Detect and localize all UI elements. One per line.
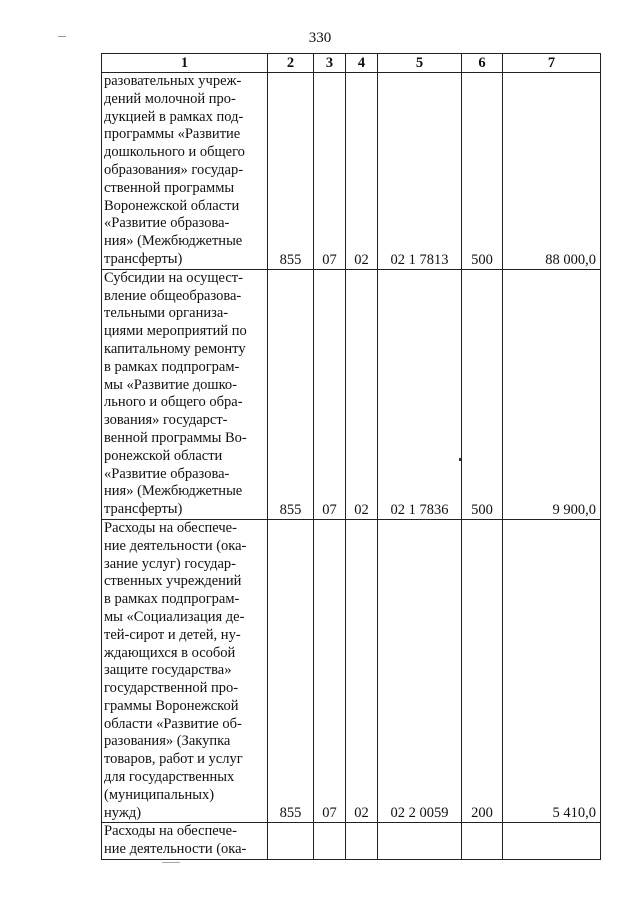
col-header-7: 7 [503,54,601,73]
margin-mark [162,862,180,863]
desc-line: венной программы Во- [104,429,247,446]
col-header-5: 5 [378,54,462,73]
desc-line: Субсидии на осущест- [104,269,243,286]
cell-target: 02 2 0059 [378,519,462,823]
col-header-1: 1 [102,54,268,73]
row-description [102,823,268,860]
cell-amount: 5 410,0 [503,519,601,823]
desc-line: ждающихся в особой [104,644,236,661]
cell-expense-type [462,823,503,860]
cell-amount: 88 000,0 [503,73,601,270]
desc-line: ние деятельности (ока- [104,537,247,554]
desc-line: «Развитие образова- [104,215,230,232]
desc-line: нужд) [104,804,142,821]
cell-target: 02 1 7836 [378,269,462,519]
desc-line: дошкольного и общего [104,144,245,161]
desc-line: льного и общего обра- [104,394,243,411]
cell-ministry: 855 [268,519,314,823]
desc-line: зования» государст- [104,412,228,429]
cell-section: 07 [314,519,346,823]
cell-amount [503,823,601,860]
cell-section: 07 [314,269,346,519]
desc-line: ния» (Межбюджетные [104,233,243,250]
desc-line: трансферты) [104,250,183,267]
scan-speck [459,458,461,461]
desc-line: в рамках подпрограм- [104,358,240,375]
desc-line: граммы Воронежской [104,697,239,714]
cell-target: 02 1 7813 [378,73,462,270]
cell-expense-type: 200 [462,519,503,823]
desc-line: разовательных учреж- [104,73,242,89]
col-header-4: 4 [346,54,378,73]
budget-table [101,53,601,860]
desc-line: ственных учреждений [104,573,242,590]
desc-line: образования» государ- [104,161,244,178]
row-description [102,519,268,823]
desc-line: области «Развитие об- [104,715,242,732]
desc-line: мы «Развитие дошко- [104,376,237,393]
table-row [102,519,601,823]
table-row [102,73,601,270]
cell-section [314,823,346,860]
cell-subsection: 02 [346,519,378,823]
cell-target [378,823,462,860]
desc-line: капитальному ремонту [104,340,246,357]
cell-expense-type: 500 [462,269,503,519]
desc-line: ния» (Межбюджетные [104,483,243,500]
cell-expense-type: 500 [462,73,503,270]
desc-line: ние деятельности (ока- [104,841,247,858]
desc-line: разования» (Закупка [104,733,231,750]
desc-line: защите государства» [104,662,232,679]
col-header-6: 6 [462,54,503,73]
desc-line: Расходы на обеспече- [104,519,237,536]
desc-line: (муниципальных) [104,786,215,803]
cell-subsection: 02 [346,269,378,519]
desc-line: трансферты) [104,501,183,518]
desc-line: программы «Развитие [104,126,241,143]
cell-amount: 9 900,0 [503,269,601,519]
cell-ministry: 855 [268,73,314,270]
desc-line: мы «Социализация де- [104,608,245,625]
col-header-3: 3 [314,54,346,73]
cell-subsection [346,823,378,860]
row-description [102,269,268,519]
desc-line: Расходы на обеспече- [104,823,237,840]
page-number: 330 [308,30,332,46]
desc-line: тей-сирот и детей, ну- [104,626,241,643]
desc-line: «Развитие образова- [104,465,230,482]
cell-ministry [268,823,314,860]
cell-subsection: 02 [346,73,378,270]
desc-line: вление общеобразова- [104,287,242,304]
desc-line: дений молочной про- [104,90,236,107]
row-description [102,73,268,270]
table-row [102,269,601,519]
desc-line: в рамках подпрограм- [104,591,240,608]
desc-line: государственной про- [104,680,239,697]
table-row [102,823,601,860]
desc-line: дукцией в рамках под- [104,108,244,125]
cell-section: 07 [314,73,346,270]
desc-line: для государственных [104,769,235,786]
desc-line: тельными организа- [104,305,229,322]
cell-ministry: 855 [268,269,314,519]
desc-line: ственной программы [104,179,235,196]
desc-line: циями мероприятий по [104,323,247,340]
col-header-2: 2 [268,54,314,73]
desc-line: ронежской области [104,447,223,464]
desc-line: Воронежской области [104,197,240,214]
desc-line: товаров, работ и услуг [104,751,243,768]
header-row [102,54,601,73]
desc-line: зание услуг) государ- [104,555,236,572]
